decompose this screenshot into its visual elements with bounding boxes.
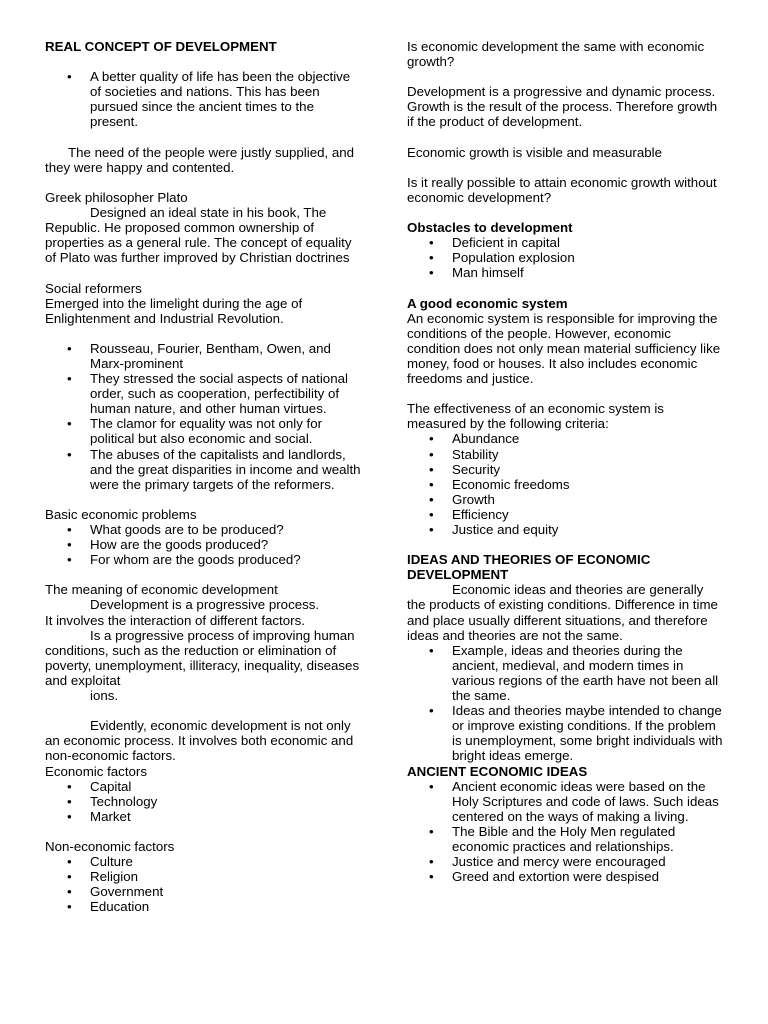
system-heading: A good economic system xyxy=(407,295,568,311)
bullet-icon: • xyxy=(67,522,72,537)
left-column xyxy=(45,39,363,914)
list-item-text: How are the goods produced? xyxy=(90,537,269,553)
bullet-icon: • xyxy=(67,793,72,809)
nonecon-factors-heading: Non-economic factors xyxy=(45,838,175,854)
meaning-line: It involves the interaction of different factors. xyxy=(45,612,305,628)
list-item-text: The abuses of the capitalists and landlords, and the great disparities in income and wealth were the primary targets of the reformers. xyxy=(90,446,361,492)
ideas-heading: IDEAS AND THEORIES OF ECONOMIC DEVELOPMENT xyxy=(407,552,651,583)
list-item xyxy=(407,250,725,265)
list-item-text: The Bible and the Holy Men regulated economic practices and relationships. xyxy=(452,823,676,854)
bullet-icon: • xyxy=(67,340,72,356)
list-item xyxy=(407,235,725,250)
bullet-icon: • xyxy=(67,884,72,900)
growth-paragraph: Growth is the result of the process. Therefore growth if the product of development. xyxy=(407,99,718,130)
ancient-list xyxy=(407,779,725,885)
list-item-text: Growth xyxy=(452,491,495,507)
bullet-icon: • xyxy=(429,235,434,251)
list-item xyxy=(407,869,725,884)
reformers-heading: Social reformers xyxy=(45,280,142,296)
list-item xyxy=(45,809,363,824)
list-item-text: Justice and mercy were encouraged xyxy=(452,854,666,870)
list-item xyxy=(45,522,363,537)
list-item-text: What goods are to be produced? xyxy=(90,522,284,537)
list-item-text: Abundance xyxy=(452,431,520,447)
bullet-icon: • xyxy=(429,642,434,658)
bullet-icon: • xyxy=(67,854,72,870)
list-item xyxy=(45,899,363,914)
list-item-text: For whom are the goods produced? xyxy=(90,552,301,568)
list-item-text: Rousseau, Fourier, Bentham, Owen, and Marx-prominent xyxy=(90,340,331,371)
bullet-icon: • xyxy=(429,446,434,462)
bullet-icon: • xyxy=(429,461,434,477)
bullet-icon: • xyxy=(67,778,72,794)
list-item-text: Market xyxy=(90,808,131,824)
bullet-icon: • xyxy=(67,371,72,387)
list-item xyxy=(407,477,725,492)
list-item-text: Ancient economic ideas were based on the Holy Scriptures and code of laws. Such ideas centered on the ways of making a living. xyxy=(452,778,719,824)
bullet-icon: • xyxy=(429,522,434,537)
list-item xyxy=(407,462,725,477)
bullet-icon: • xyxy=(429,869,434,885)
list-item xyxy=(407,431,725,446)
bullet-icon: • xyxy=(67,869,72,885)
plato-paragraph: Designed an ideal state in his book, The Republic. He proposed common ownership of properties as a general rule. The concept of equality of Plato was further improved by Christian doctrines xyxy=(45,205,352,266)
list-item-text: They stressed the social aspects of national order, such as cooperation, perfectibility of human nature, and other human virtues. xyxy=(90,371,348,417)
right-column xyxy=(407,39,725,884)
bullet-icon: • xyxy=(429,491,434,507)
econ-factors-heading: Economic factors xyxy=(45,763,147,779)
list-item xyxy=(45,69,363,129)
ideas-list xyxy=(407,643,725,764)
list-item xyxy=(407,522,725,537)
bullet-icon: • xyxy=(429,476,434,492)
ancient-heading: ANCIENT ECONOMIC IDEAS xyxy=(407,763,588,779)
obstacles-list xyxy=(407,235,725,280)
list-item xyxy=(407,265,725,280)
meaning-line: Development is a progressive process. xyxy=(90,597,320,613)
list-item-text: Economic freedoms xyxy=(452,476,570,492)
list-item xyxy=(45,552,363,567)
nonecon-factors-list xyxy=(45,854,363,914)
bullet-icon: • xyxy=(429,703,434,719)
list-item xyxy=(407,447,725,462)
bullet-icon: • xyxy=(429,250,434,266)
list-item xyxy=(45,794,363,809)
list-item-text: Population explosion xyxy=(452,250,575,266)
list-item xyxy=(407,507,725,522)
list-item-text: Security xyxy=(452,461,501,477)
list-item xyxy=(407,779,725,824)
plato-heading: Greek philosopher Plato xyxy=(45,189,188,205)
list-item xyxy=(407,643,725,703)
bullet-icon: • xyxy=(429,506,434,522)
evident-paragraph: Evidently, economic development is not only an economic process. It involves both economic and non-economic factors. xyxy=(45,718,354,764)
reformers-list xyxy=(45,341,363,492)
bullet-icon: • xyxy=(67,446,72,462)
bullet-icon: • xyxy=(67,552,72,568)
list-item xyxy=(45,854,363,869)
list-item-text: Technology xyxy=(90,793,158,809)
question-paragraph: Is it really possible to attain economic growth without economic development? xyxy=(407,174,717,205)
criteria-list xyxy=(407,431,725,537)
list-item-text: Religion xyxy=(90,869,139,885)
bullet-icon: • xyxy=(429,431,434,447)
ideas-paragraph: Economic ideas and theories are generally the products of existing conditions. Difference in time and place usually different situations, and therefore ideas and theories are not the same. xyxy=(407,582,718,643)
basic-problems-list xyxy=(45,522,363,567)
obstacles-heading: Obstacles to development xyxy=(407,220,573,236)
list-item xyxy=(45,371,363,416)
question-paragraph: Is economic development the same with economic growth? xyxy=(407,39,705,70)
intro-list xyxy=(45,69,363,129)
list-item xyxy=(407,492,725,507)
list-item-text: Education xyxy=(90,899,150,915)
list-item-text: Efficiency xyxy=(452,506,509,522)
list-item xyxy=(407,854,725,869)
list-item-text: Greed and extortion were despised xyxy=(452,869,659,885)
effectiveness-paragraph: The effectiveness of an economic system is measured by the following criteria: xyxy=(407,401,664,432)
list-item-text: Man himself xyxy=(452,265,524,281)
bullet-icon: • xyxy=(67,537,72,553)
development-paragraph: Development is a progressive and dynamic process. xyxy=(407,84,716,100)
bullet-icon: • xyxy=(429,265,434,281)
list-item-text: Justice and equity xyxy=(452,522,559,537)
econ-factors-list xyxy=(45,779,363,824)
need-paragraph: The need of the people were justly supplied, and they were happy and contented. xyxy=(45,144,355,175)
list-item-text: Ideas and theories maybe intended to change or improve existing conditions. If the problem is unemployment, some bright individuals with bright ideas emerge. xyxy=(452,703,723,764)
list-item xyxy=(407,703,725,763)
reformers-paragraph: Emerged into the limelight during the age of Enlightenment and Industrial Revolution. xyxy=(45,295,303,326)
list-item xyxy=(45,341,363,371)
list-item-text: Capital xyxy=(90,778,132,794)
list-item xyxy=(45,537,363,552)
list-item xyxy=(45,779,363,794)
bullet-icon: • xyxy=(67,69,72,85)
list-item-text: A better quality of life has been the objective of societies and nations. This has been pursued since the ancient times to the present. xyxy=(90,69,351,130)
bullet-icon: • xyxy=(67,899,72,915)
basic-problems-heading: Basic economic problems xyxy=(45,506,197,522)
meaning-heading: The meaning of economic development xyxy=(45,582,278,598)
doc-title: REAL CONCEPT OF DEVELOPMENT xyxy=(45,39,277,54)
list-item-text: Example, ideas and theories during the ancient, medieval, and modern times in various regions of the earth have not been all the same. xyxy=(452,642,719,704)
list-item xyxy=(45,447,363,492)
list-item xyxy=(45,884,363,899)
bullet-icon: • xyxy=(429,778,434,794)
system-paragraph: An economic system is responsible for improving the conditions of the people. However, economic condition does not only mean material sufficiency like money, food or houses. It also includes economic freedoms and justice. xyxy=(407,310,721,387)
meaning-paragraph-end: ions. xyxy=(90,688,119,704)
visible-paragraph: Economic growth is visible and measurable xyxy=(407,144,662,160)
bullet-icon: • xyxy=(429,854,434,870)
bullet-icon: • xyxy=(67,808,72,824)
meaning-paragraph: Is a progressive process of improving human conditions, such as the reduction or elimination of poverty, unemployment, illiteracy, inequality, diseases and exploitat xyxy=(45,627,360,688)
list-item xyxy=(45,869,363,884)
list-item-text: Deficient in capital xyxy=(452,235,560,251)
list-item-text: The clamor for equality was not only for political but also economic and social. xyxy=(90,416,323,447)
list-item-text: Stability xyxy=(452,446,499,462)
bullet-icon: • xyxy=(429,823,434,839)
list-item-text: Government xyxy=(90,884,164,900)
list-item xyxy=(45,416,363,446)
bullet-icon: • xyxy=(67,416,72,432)
list-item xyxy=(407,824,725,854)
list-item-text: Culture xyxy=(90,854,133,870)
